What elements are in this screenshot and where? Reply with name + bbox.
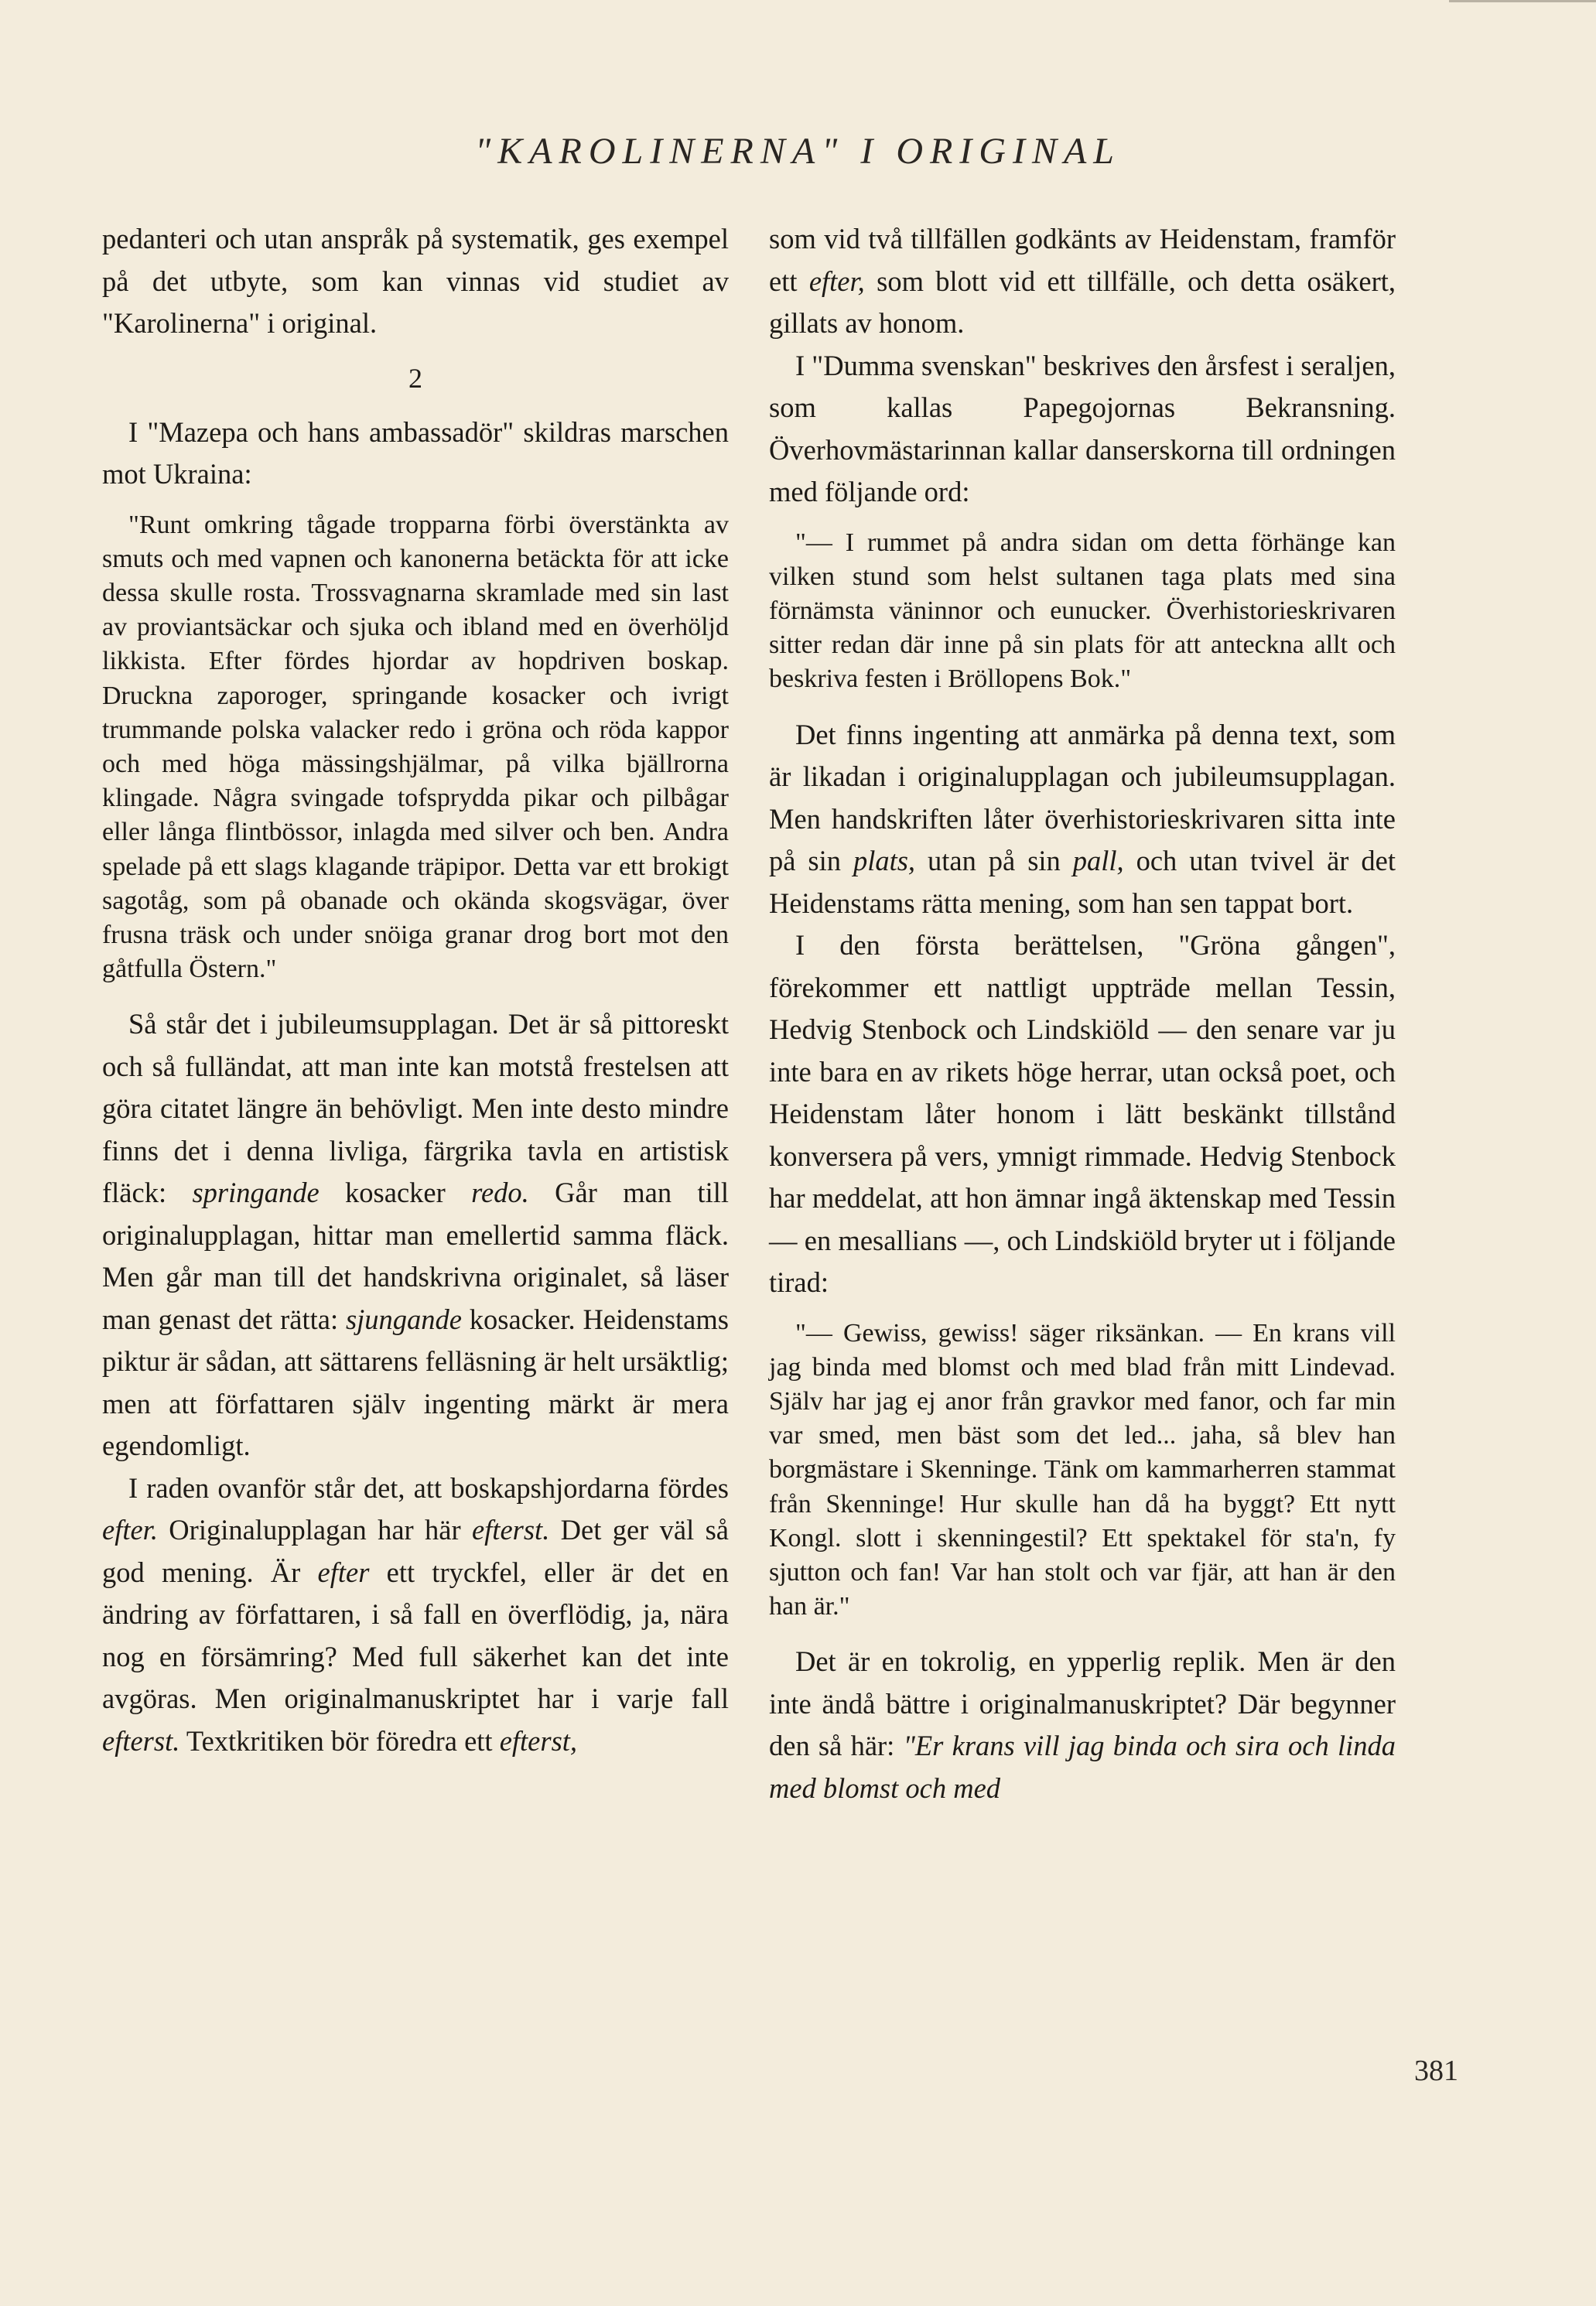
emphasis: efterst. (471, 1514, 550, 1546)
emphasis: efter, (808, 265, 865, 297)
emphasis: plats, (853, 845, 916, 877)
emphasis: springande (192, 1177, 320, 1209)
paragraph: I raden ovanför står det, att boskapshjordarna fördes efter. Originalupplagan har här efterst. Det ger väl så god mening. Är efter ett tryckfel, eller är det en ändring av författaren, i så fall en överflödig, ja, nära nog en försämring? Med full säkerhet kan det inte avgöras. Men originalmanuskriptet har i varje fall efterst. Textkritiken bör föredra ett efterst, (102, 1471, 730, 1757)
paragraph: Det finns ingenting att anmärka på denna text, som är likadan i originalupplagan och jubileumsupplagan. Men handskriften låter överhistorieskrivaren sitta inte på sin plats, utan på sin pall, och utan tvivel är det Heidenstams rätta mening, som han sen tappat bort. (769, 718, 1396, 919)
paragraph: I "Mazepa och hans ambassadör" skildras marschen mot Ukraina: (102, 415, 729, 490)
emphasis: sjungande (345, 1303, 462, 1335)
emphasis: efter (317, 1556, 370, 1588)
emphasis: pall, (1072, 845, 1124, 877)
block-quote: "Runt omkring tågade tropparna förbi överstänkta av smuts och med vapnen och kanonerna betäckta för att icke dessa skulle rosta. Trossvagnarna skramlade med sin last av proviantsäckar och sjuka och ibland med en överhöljd likkista. Efter fördes hjordar av hopdriven boskap. Druckna zaporoger, springande kosacker och ivrigt trummande polska valacker redo i gröna och röda kappor och med höga mässingshjälmar, på vilka bjällrorna klingade. Några svingade tofsprydda pikar och pilbågar eller långa flintbössor, inlagda med silver och ben. Andra spelade på ett slags klagande träpipor. Detta var ett brokigt sagotåg, som på obanade och okända skogsvägar, över frusna träsk och under snöiga granar drog bort mot den gåtfulla Östern." (102, 510, 729, 984)
block-quote: "— Gewiss, gewiss! säger riksänkan. — En krans vill jag binda med blomst och med blad från mitt Lindevad. Själv har jag ej anor från gravkor med fanor, och far min var smed, men bäst som det led... jaha, så blev han borgmästare i Skenninge. Tänk om kammarherren stammat från Skenninge! Hur skulle han då ha byggt? Ett nytt Kongl. slott i skenningestil? Ett spektakel för sta'n, fy sjutton och fan! Var han stolt och var fjär, att han är den han är." (769, 1318, 1396, 1621)
paragraph: som vid två tillfällen godkänts av Heidenstam, framför ett efter, som blott vid ett tillfälle, och detta osäkert, gillats av honom. (769, 223, 1396, 339)
top-edge-rule (1449, 0, 1596, 2)
paragraph: Det är en tokrolig, en ypperlig replik. Men är den inte ändå bättre i originalmanuskriptet? Där begynner den så här: "Er krans vill jag binda och sira och linda med blomst och med (769, 1645, 1396, 1804)
paragraph: I den första berättelsen, "Gröna gången", förekommer ett nattligt uppträde mellan Tessin, Hedvig Stenbock och Lindskiöld — den senare var ju inte bara en av rikets höge herrar, utan också poet, och Heidenstam låter honom i lätt beskänkt tillstånd konversera på vers, ymnigt rimmade. Hedvig Stenbock har meddelat, att hon ämnar ingå äktenskap med Tessin — en mesallians —, och Lindskiöld bryter ut i följande tirad: (769, 929, 1396, 1299)
right-column (769, 218, 1396, 1809)
emphasis: efterst. (102, 1724, 180, 1757)
page-number: 381 (1414, 2055, 1458, 2087)
left-column (102, 218, 729, 1762)
emphasis: efter. (102, 1514, 158, 1546)
paragraph: pedanteri och utan anspråk på systematik, ges exempel på det utbyte, som kan vinnas vid studiet av "Karolinerna" i original. (102, 223, 729, 339)
running-header: "KAROLINERNA" I ORIGINAL (475, 131, 1121, 172)
block-quote: "— I rummet på andra sidan om detta förhänge kan vilken stund som helst sultanen taga plats med sina förnämsta väninnor och eunucker. Överhistorieskrivaren sitter redan där inne på sin plats för att anteckna allt och beskriva festen i Bröllopens Bok." (769, 528, 1396, 694)
paragraph: I "Dumma svenskan" beskrives den årsfest i seraljen, som kallas Papegojornas Bekransning. Överhovmästarinnan kallar danserskorna till ordningen med följande ord: (769, 349, 1396, 507)
emphasis: redo. (471, 1177, 529, 1209)
emphasis: efterst, (499, 1724, 578, 1757)
paragraph: Så står det i jubileumsupplagan. Det är så pittoreskt och så fulländat, att man inte kan motstå frestelsen att göra citatet längre än behövligt. Men inte desto mindre finns det i denna livliga, färgrika tavla en artistisk fläck: springande kosacker redo. Går man till originalupplagan, hittar man emellertid samma fläck. Men går man till det handskrivna originalet, så läser man genast det rätta: sjungande kosacker. Heidenstams piktur är sådan, att sättarens felläsning är helt ursäktlig; men att författaren själv ingenting märkt är mera egendomligt. (102, 1008, 729, 1462)
section-number: 2 (408, 362, 422, 394)
emphasis: "Er krans vill jag binda och sira och linda med blomst och med (769, 1730, 1396, 1804)
